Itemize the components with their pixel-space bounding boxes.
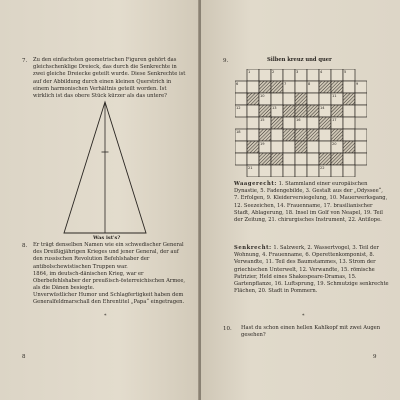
- crossword-cell: [319, 93, 331, 105]
- crossword-cell: [319, 141, 331, 153]
- crossword-cell-number: 17: [332, 118, 337, 123]
- crossword-cell: [295, 165, 307, 177]
- crossword-block-cell: [331, 81, 343, 93]
- crossword-block-cell: [271, 81, 283, 93]
- crossword-cell: [295, 153, 307, 165]
- question-10-text: Hast du schon einen hellen Kahlkopf mit zwei Augen gesehen?: [241, 325, 381, 339]
- crossword-cell: [283, 93, 295, 105]
- crossword-cell-number: 21: [248, 166, 253, 171]
- crossword-cell: [259, 69, 271, 81]
- crossword-cell: [283, 165, 295, 177]
- crossword-cell: [247, 129, 259, 141]
- crossword-block-cell: [319, 117, 331, 129]
- right-page-number: 9: [373, 354, 377, 360]
- crossword-cell-number: 7: [284, 82, 287, 87]
- crossword-block-cell: [319, 153, 331, 165]
- crossword-cell: [271, 141, 283, 153]
- crossword-cell-number: 15: [260, 118, 265, 123]
- crossword-block-cell: [343, 93, 355, 105]
- crossword-cell: [307, 165, 319, 177]
- crossword-cell-number: 20: [332, 142, 337, 147]
- puzzle-title: Silben kreuz und quer: [267, 57, 332, 63]
- crossword-cell-number: 11: [332, 94, 337, 99]
- crossword-block-cell: [259, 81, 271, 93]
- crossword-block-cell: [259, 129, 271, 141]
- crossword-cell: [247, 117, 259, 129]
- crossword-cell: [319, 129, 331, 141]
- crossword-block-cell: [295, 93, 307, 105]
- crossword-cell-number: 3: [296, 70, 299, 75]
- crossword-cell: [283, 141, 295, 153]
- crossword-cell: [355, 153, 367, 165]
- down-clues: [234, 245, 389, 295]
- crossword-cell: [247, 153, 259, 165]
- crossword-cell-number: 19: [260, 142, 265, 147]
- crossword-cell-number: 5: [344, 70, 347, 75]
- question-8-text-1: Er trägt denselben Namen wie ein schwedischer General des Dreißigjährigen Krieges und jener General, der auf den russischen Revolution Befehlshaber der antibolschewistischen Truppen war.: [33, 242, 184, 270]
- crossword-cell: [343, 117, 355, 129]
- figure-caption: Was ist's?: [93, 235, 121, 241]
- crossword-cell: [283, 117, 295, 129]
- crossword-block-cell: [319, 81, 331, 93]
- crossword-block-cell: [247, 93, 259, 105]
- crossword-cell-number: 16: [296, 118, 301, 123]
- crossword-cell-number: 9: [356, 82, 359, 87]
- across-heading: Waagerecht:: [234, 181, 277, 187]
- right-page: [201, 0, 400, 400]
- crossword-cell-number: 2: [272, 70, 275, 75]
- crossword-grid: [235, 69, 367, 177]
- crossword-block-cell: [307, 105, 319, 117]
- left-page: [0, 0, 199, 400]
- crossword-cell: [343, 153, 355, 165]
- left-star-separator: *: [104, 313, 107, 319]
- crossword-cell: [331, 69, 343, 81]
- crossword-block-cell: [331, 153, 343, 165]
- crossword-cell-number: 22: [320, 166, 325, 171]
- crossword-cell-number: 12: [236, 106, 241, 111]
- crossword-cell: [247, 105, 259, 117]
- crossword-cell: [307, 141, 319, 153]
- triangle-figure: [60, 100, 150, 235]
- crossword-cell: [235, 153, 247, 165]
- question-10-number: 10.: [223, 326, 232, 332]
- question-7-text: Zu den einfachsten geometrischen Figuren gehört das gleichschenklige Dreieck, das durch die Senkrechte in zwei gleiche Dreiecke geteilt wurde. Diese Senkrechte ist auf der Abbildung durch einen kleinen Querstrich in einem harmonischen Verhältnis geteilt worden. Ist wirklich ist das obere Stück kürzer als das untere?: [33, 57, 186, 100]
- crossword-cell: [307, 93, 319, 105]
- crossword-block-cell: [247, 141, 259, 153]
- crossword-cell: [343, 81, 355, 93]
- down-text: 1. Salzwerk, 2. Wassertvogel, 3. Teil der Wohnung, 4. Frauenname, 6. Operettenkomponist, 8. Verwandte, 11. Teil des Baumstammes, 13. Strom der griechischen Unterwelt, 12. Verwandte, 15. römische Patrizier, Held eines Shakespeare-Dramas, 15. Gartenpflanze, 16. Luftsprung, 19. Schmutzige senkrechte Flächen, 20. Stadt in Pommern.: [234, 245, 389, 295]
- crossword-cell: [307, 153, 319, 165]
- crossword-cell: [355, 93, 367, 105]
- crossword-cell: [355, 141, 367, 153]
- crossword-cell-number: 6: [236, 82, 239, 87]
- crossword-cell: [235, 93, 247, 105]
- question-9-number: 9.: [223, 58, 229, 64]
- crossword-cell: [355, 105, 367, 117]
- crossword-cell: [283, 69, 295, 81]
- question-8-text-3: Unverwüstlicher Humor und Schlagfertigkeit haben dem Generalfeldmarschall den Ehrentitel „Papa“ eingetragen.: [33, 292, 185, 306]
- crossword-cell-number: 4: [320, 70, 323, 75]
- crossword-cell: [355, 129, 367, 141]
- crossword-block-cell: [295, 105, 307, 117]
- crossword-cell: [247, 81, 259, 93]
- crossword-cell: [343, 129, 355, 141]
- crossword-cell-number: 10: [260, 94, 265, 99]
- left-page-number: 8: [22, 354, 26, 360]
- across-clues: [234, 181, 389, 224]
- across-text: 1. Stammland einer europäischen Dynastie, 5. Fadengebilde, 3. Gestalt aus der „Odyssee“, 7. Erfolgen, 9. Kleiderversiegelung, 10. Mauerwerksgang, 12. Seezeichen, 14. Frauenname, 17. brasilianischer Stadt, Ablagerung, 18. Insel im Golf von Neapel, 19. Teil der Zeitung, 21. chirurgisches Instrument, 22. Antilope.: [234, 181, 388, 224]
- crossword-block-cell: [331, 129, 343, 141]
- crossword-cell: [235, 141, 247, 153]
- crossword-cell: [271, 129, 283, 141]
- crossword-cell: [271, 93, 283, 105]
- crossword-block-cell: [283, 105, 295, 117]
- crossword-cell-number: 14: [320, 106, 325, 111]
- question-8-number: 8.: [22, 243, 28, 249]
- crossword-cell: [271, 165, 283, 177]
- crossword-cell: [307, 69, 319, 81]
- crossword-block-cell: [343, 141, 355, 153]
- question-8-text-2: 1864, im deutsch-dänischen Krieg, war er Oberbefehlshaber der preußisch-österreichischen Armee, als die Dänen besiegte.: [33, 271, 186, 292]
- crossword-cell-number: 18: [236, 130, 241, 135]
- crossword-cell: [331, 165, 343, 177]
- crossword-block-cell: [295, 141, 307, 153]
- crossword-cell: [307, 117, 319, 129]
- question-7-number: 7.: [22, 58, 28, 64]
- crossword-cell: [295, 81, 307, 93]
- crossword-block-cell: [283, 129, 295, 141]
- crossword-cell: [343, 165, 355, 177]
- crossword-block-cell: [259, 153, 271, 165]
- crossword-cell-number: 13: [272, 106, 277, 111]
- right-star-separator: *: [302, 313, 305, 319]
- crossword-block-cell: [307, 129, 319, 141]
- down-heading: Senkrecht:: [234, 245, 272, 251]
- crossword-block-cell: [271, 117, 283, 129]
- crossword-cell: [343, 105, 355, 117]
- crossword-cell: [259, 165, 271, 177]
- crossword-block-cell: [259, 105, 271, 117]
- crossword-cell-number: 8: [308, 82, 311, 87]
- crossword-block-cell: [331, 105, 343, 117]
- crossword-block-cell: [295, 129, 307, 141]
- crossword-block-cell: [271, 153, 283, 165]
- crossword-cell-number: 1: [248, 70, 251, 75]
- crossword-cell: [283, 153, 295, 165]
